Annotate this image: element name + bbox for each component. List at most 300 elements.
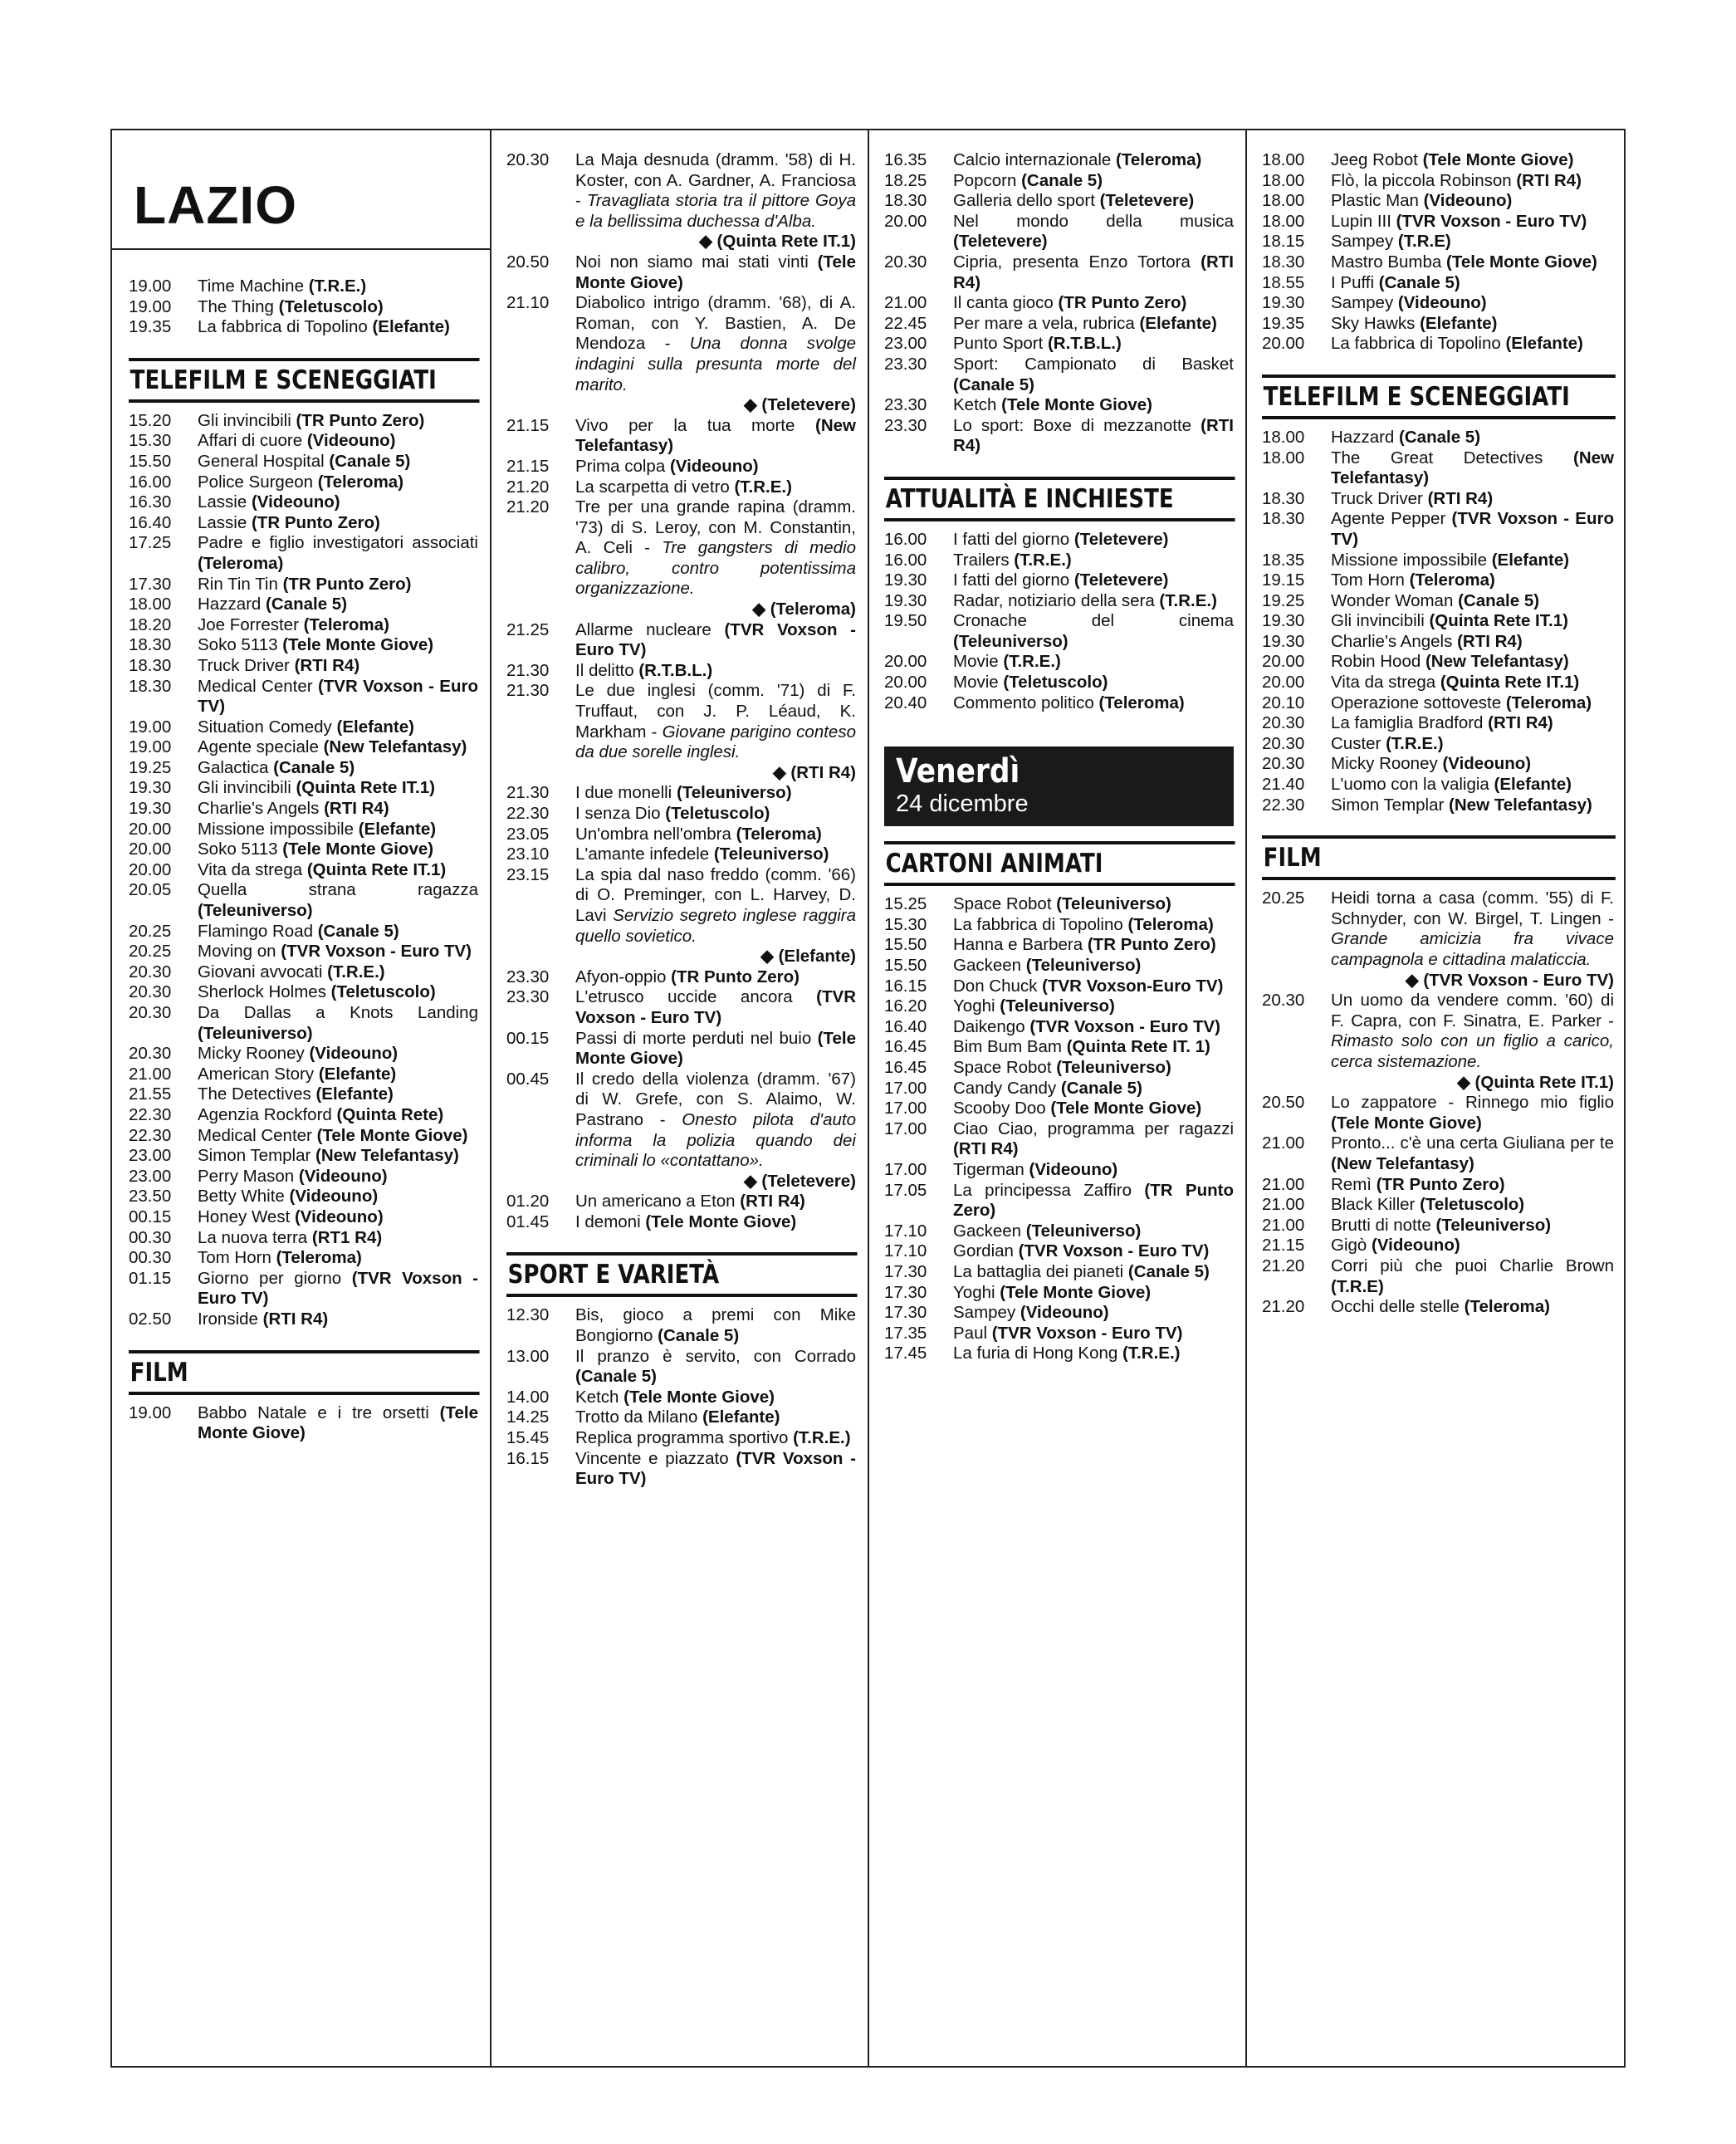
- entry-description: [198, 635, 478, 656]
- program-title: Replica programma sportivo: [575, 1428, 789, 1448]
- entry-description: [953, 977, 1234, 997]
- program-title: Black Killer: [1331, 1195, 1416, 1215]
- program-title: Charlie's Angels: [1331, 631, 1453, 651]
- entry-description: [575, 252, 856, 293]
- entry-description: [575, 844, 856, 865]
- channel-name: (Teleroma): [276, 1248, 362, 1268]
- channel-name: ◆ (Quinta Rete IT.1): [1457, 1072, 1614, 1092]
- listing-entry: [884, 1160, 1234, 1181]
- listing-section: [1262, 150, 1614, 355]
- entry-description: [953, 252, 1234, 293]
- channel-name: (Teletuscolo): [330, 982, 436, 1002]
- listing-entry: [506, 661, 856, 682]
- listing-entry: [884, 1262, 1234, 1283]
- entry-time: 21.00: [884, 293, 927, 313]
- channel-name: (T.R.E.): [327, 962, 385, 981]
- entry-time: 21.00: [1262, 1174, 1305, 1194]
- program-title: Ciao Ciao, programma per ragazzi: [953, 1119, 1234, 1138]
- listing-entry: [506, 865, 856, 947]
- entry-time: 19.15: [1262, 570, 1305, 590]
- channel-name: (Teletuscolo): [1003, 673, 1108, 693]
- entry-time: 19.30: [884, 590, 927, 610]
- listing-entry: [506, 416, 856, 457]
- listing-entry: [129, 1248, 478, 1269]
- entry-description: [953, 191, 1234, 212]
- listing-entry: [129, 317, 478, 338]
- entry-time: 15.30: [129, 431, 172, 451]
- program-title: Passi di morte perduti nel buio: [575, 1028, 812, 1048]
- listing-entry: [884, 334, 1234, 355]
- entry-description: [1331, 754, 1614, 775]
- program-title: Gackeen: [953, 1221, 1022, 1241]
- program-title: L'uomo con la valigia: [1331, 775, 1489, 795]
- listing-entry: [506, 252, 856, 293]
- entry-description: [198, 431, 478, 452]
- channel-name: (T.R.E.): [1014, 550, 1072, 570]
- entry-description: [198, 737, 478, 758]
- channel-name: (Elefante): [372, 317, 450, 337]
- entry-time: 17.25: [129, 533, 172, 553]
- entry-description: [198, 820, 478, 840]
- program-title: Vita da strega: [198, 859, 303, 879]
- entry-description: [953, 673, 1234, 693]
- program-title: Candy Candy: [953, 1078, 1057, 1098]
- listing-entry: [129, 635, 478, 656]
- program-title: The Great Detectives: [1331, 448, 1543, 467]
- program-title: Per mare a vela, rubrica: [953, 313, 1135, 333]
- program-title: Yoghi: [953, 996, 995, 1016]
- program-title: I due monelli: [575, 783, 672, 803]
- entry-description: [1331, 713, 1614, 734]
- channel-name: (TR Punto Zero): [296, 410, 425, 430]
- program-title: Radar, notiziario della sera: [953, 590, 1155, 610]
- program-title: Yoghi: [953, 1282, 995, 1302]
- program-title: Il pranzo è servito, con Corrado: [575, 1346, 856, 1366]
- channel-name: (Canale 5): [1458, 590, 1540, 610]
- channel-name: (TVR Voxson - Euro TV): [575, 1448, 856, 1489]
- entry-description: [953, 570, 1234, 591]
- program-title: Betty White: [198, 1187, 285, 1207]
- listing-entry: [1262, 150, 1614, 171]
- program-title: Da Dallas a Knots Landing: [198, 1003, 478, 1022]
- channel-name: (Teletuscolo): [1420, 1195, 1525, 1215]
- program-title: Sampey: [1331, 293, 1394, 313]
- listing-entry: [506, 477, 856, 498]
- entry-time: 15.30: [884, 914, 927, 934]
- program-title: Truck Driver: [198, 655, 290, 675]
- program-title: Occhi delle stelle: [1331, 1297, 1460, 1317]
- entry-description: [953, 1017, 1234, 1038]
- program-title: Truck Driver: [1331, 488, 1423, 508]
- entry-description: [1331, 693, 1614, 714]
- listing-section: [129, 358, 478, 1330]
- program-title: Ketch: [575, 1387, 619, 1407]
- program-title: Tom Horn: [198, 1248, 271, 1268]
- entry-time: 21.30: [506, 681, 550, 701]
- entry-description: [575, 1428, 856, 1449]
- listing-entry: [884, 1303, 1234, 1324]
- listing-entry: [506, 150, 856, 232]
- section-title: ATTUALITÀ E INCHIESTE: [884, 477, 1235, 521]
- entry-description: [953, 551, 1234, 571]
- channel-name: (Teleuniverso): [953, 631, 1068, 651]
- listing-entry: [884, 570, 1234, 591]
- program-title: Un americano a Eton: [575, 1192, 736, 1212]
- entry-description: [953, 334, 1234, 355]
- listing-entry: [1262, 1093, 1614, 1133]
- program-title: La spia dal naso freddo (comm. '66) di O. Preminger, con L. Harvey, D. Lavi: [575, 864, 856, 925]
- entry-description: [575, 150, 856, 232]
- entry-time: 22.30: [129, 1104, 172, 1124]
- program-title: Il canta gioco: [953, 293, 1054, 313]
- entry-time: 17.30: [884, 1261, 927, 1281]
- channel-name: (Canale 5): [658, 1326, 740, 1346]
- listing-entry: [884, 530, 1234, 551]
- entry-time: 01.45: [506, 1212, 550, 1231]
- entry-description: [198, 411, 478, 432]
- program-title: Lo zappatore - Rinnego mio figlio: [1331, 1093, 1614, 1113]
- channel-name: (Videouno): [1442, 754, 1532, 774]
- channel-name: (Tele Monte Giove): [1446, 252, 1597, 272]
- entry-description: [575, 1388, 856, 1408]
- channel-name: (Teleuniverso): [1025, 956, 1142, 976]
- program-title: Micky Rooney: [198, 1044, 305, 1064]
- entry-description: [1331, 293, 1614, 314]
- program-title: Calcio internazionale: [953, 150, 1112, 169]
- entry-time: 19.30: [129, 799, 172, 819]
- listing-entry: [1262, 551, 1614, 571]
- entry-time: 15.20: [129, 410, 172, 430]
- listings-page: [110, 129, 1626, 2068]
- entry-description: [953, 293, 1234, 314]
- listing-entry: [506, 620, 856, 661]
- channel-name: (Elefante): [318, 1064, 397, 1084]
- entry-time: 18.00: [1262, 427, 1305, 447]
- channel-name: (Tele Monte Giove): [198, 1402, 478, 1443]
- channel-name: ◆ (TVR Voxson - Euro TV): [1405, 970, 1614, 990]
- listing-entry: [1262, 314, 1614, 335]
- entry-description: [575, 293, 856, 395]
- listing-entry: [129, 1003, 478, 1044]
- section-title: TELEFILM E SCENEGGIATI: [1262, 374, 1615, 419]
- listing-entry: [129, 1403, 478, 1444]
- program-title: Daikengo: [953, 1016, 1025, 1036]
- column-2: [490, 130, 868, 2066]
- channel-name: (Videouno): [1423, 191, 1513, 211]
- channel-name: (Tele Monte Giove): [575, 252, 856, 292]
- channel-name: (TR Punto Zero): [1058, 293, 1187, 313]
- entry-description: [953, 915, 1234, 936]
- entry-description: [1331, 888, 1614, 970]
- entry-description: [575, 1029, 856, 1070]
- listing-entry: [129, 962, 478, 983]
- entry-time: 19.30: [884, 570, 927, 590]
- channel-name: (Tele Monte Giove): [1001, 395, 1152, 415]
- channel-name: (Teleuniverso): [676, 783, 792, 803]
- channel-name: (Teleroma): [1464, 1297, 1550, 1317]
- program-title: La furia di Hong Kong: [953, 1344, 1118, 1363]
- channel-name: (TR Punto Zero): [251, 512, 380, 532]
- channel-name: (Teleroma): [1409, 570, 1495, 590]
- channel-name: (New Telefantasy): [1331, 448, 1614, 488]
- listing-section: [506, 1252, 856, 1489]
- channel-name: (Videouno): [309, 1044, 399, 1064]
- entry-time: 16.15: [506, 1448, 550, 1468]
- channel-name: (TVR Voxson - Euro TV): [198, 676, 478, 717]
- channel-name: (Videouno): [289, 1187, 379, 1207]
- channel-name: (RTI R4): [324, 799, 389, 819]
- section-gap: [129, 338, 478, 343]
- listing-entry: [884, 1324, 1234, 1344]
- entry-time: 21.20: [1262, 1256, 1305, 1275]
- program-title: Hazzard: [198, 595, 262, 614]
- channel-name: (RT1 R4): [311, 1227, 383, 1247]
- channel-name: (Quinta Rete IT.1): [1429, 611, 1568, 631]
- day-date: 24 dicembre: [896, 791, 1029, 818]
- entry-time: 15.50: [884, 935, 927, 955]
- program-title: Il credo della violenza (dramm. '67) di W. Grefe, con S. Alaimo, W. Pastrano -: [575, 1069, 856, 1129]
- program-title: Gigò: [1331, 1236, 1367, 1256]
- entry-description: [1331, 448, 1614, 489]
- listing-entry: [506, 1029, 856, 1070]
- listing-entry: [129, 677, 478, 717]
- program-title: Scooby Doo: [953, 1099, 1046, 1119]
- entry-description: [1331, 428, 1614, 448]
- entry-time: 20.25: [1262, 888, 1305, 908]
- program-title: Tigerman: [953, 1159, 1024, 1179]
- listing-entry: [506, 1212, 856, 1233]
- program-title: Mastro Bumba: [1331, 252, 1442, 272]
- section-gap: [884, 457, 1234, 462]
- entry-time: 15.50: [884, 956, 927, 976]
- channel-name: (Teleuniverso): [198, 1023, 313, 1043]
- program-title: Charlie's Angels: [198, 799, 320, 819]
- section-gap: [129, 1330, 478, 1335]
- listing-section: [129, 277, 478, 338]
- entry-time: 17.30: [884, 1303, 927, 1323]
- program-title: Galleria dello sport: [953, 191, 1095, 211]
- channel-name: (Teletuscolo): [278, 296, 384, 316]
- listing-entry: [129, 880, 478, 921]
- program-title: La famiglia Bradford: [1331, 713, 1484, 733]
- program-synopsis: Onesto pilota d'auto informa la polizia quando dei criminali lo «contattano».: [575, 1109, 856, 1171]
- entry-description: [198, 758, 478, 779]
- program-title: Gli invincibili: [198, 778, 291, 798]
- channel-name: (Quinta Rete): [336, 1104, 444, 1124]
- listing-entry: [506, 497, 856, 600]
- entry-time: 16.40: [129, 512, 172, 532]
- channel-name: (Teleroma): [1127, 914, 1214, 934]
- program-title: Moving on: [198, 942, 276, 962]
- entry-description: [575, 1449, 856, 1490]
- program-title: Perry Mason: [198, 1166, 295, 1186]
- program-title: Situation Comedy: [198, 717, 332, 737]
- program-title: Sherlock Holmes: [198, 982, 326, 1002]
- entry-time: 01.15: [129, 1268, 172, 1288]
- channel-name: (RTI R4): [953, 252, 1234, 292]
- entry-time: 21.00: [1262, 1215, 1305, 1235]
- entry-time: 19.35: [129, 317, 172, 337]
- entry-time: 23.30: [884, 415, 927, 435]
- entry-time: 23.30: [884, 354, 927, 374]
- entry-time: 23.10: [506, 844, 550, 864]
- listing-entry: [884, 1344, 1234, 1364]
- channel-name: (Elefante): [1420, 313, 1498, 333]
- entry-time: 21.15: [506, 415, 550, 435]
- entry-time: 21.20: [506, 477, 550, 497]
- entry-description: [953, 1241, 1234, 1262]
- entry-time: 18.20: [129, 614, 172, 634]
- listing-entry: [884, 611, 1234, 652]
- listing-entry: [884, 1283, 1234, 1304]
- channel-name: (T.R.E): [1331, 1276, 1384, 1296]
- program-title: Rin Tin Tin: [198, 574, 278, 594]
- entry-time: 19.30: [1262, 631, 1305, 651]
- channel-name: (RTI R4): [953, 415, 1234, 456]
- channel-name: (Videouno): [1372, 1236, 1460, 1256]
- listing-entry: [129, 492, 478, 513]
- entry-description: [953, 1079, 1234, 1099]
- entry-description: [953, 1221, 1234, 1242]
- entry-description: [1331, 734, 1614, 755]
- listing-entry: [129, 533, 478, 574]
- listing-entry: [129, 656, 478, 677]
- channel-name: (Tele Monte Giove): [623, 1387, 775, 1407]
- entry-time: 21.30: [506, 783, 550, 803]
- region-divider: [112, 248, 490, 262]
- listing-entry: [884, 1037, 1234, 1058]
- entry-description: [575, 661, 856, 682]
- entry-description: [1331, 632, 1614, 653]
- channel-name: (Videouno): [1020, 1303, 1109, 1323]
- entry-time: 00.15: [129, 1207, 172, 1226]
- section-gap: [129, 1444, 478, 1449]
- channel-name: (TR Punto Zero): [282, 574, 412, 594]
- entry-description: [953, 1324, 1234, 1344]
- channel-name: (Canale 5): [953, 374, 1034, 394]
- entry-description: [1331, 1256, 1614, 1297]
- program-title: Affari di cuore: [198, 431, 303, 451]
- entry-description: [953, 611, 1234, 652]
- channel-name: (Teleroma): [303, 614, 389, 634]
- program-title: Space Robot: [953, 894, 1052, 914]
- channel-name: (New Telefantasy): [1425, 652, 1569, 672]
- program-title: Cipria, presenta Enzo Tortora: [953, 252, 1191, 272]
- entry-description: [575, 497, 856, 600]
- entry-time: 23.30: [506, 967, 550, 986]
- program-title: Police Surgeon: [198, 472, 314, 492]
- entry-time: 21.00: [1262, 1195, 1305, 1215]
- section-title: CARTONI ANIMATI: [884, 841, 1235, 886]
- program-title: Agente speciale: [198, 737, 319, 757]
- entry-description: [953, 314, 1234, 335]
- entry-description: [575, 1407, 856, 1428]
- entry-description: [953, 355, 1234, 395]
- program-title: Paul: [953, 1323, 988, 1343]
- program-title: Medical Center: [198, 676, 313, 696]
- entry-description: [1331, 489, 1614, 510]
- listing-entry: [506, 783, 856, 804]
- program-title: La battaglia dei pianeti: [953, 1261, 1124, 1281]
- program-title: L'etrusco uccide ancora: [575, 987, 793, 1007]
- entry-time: 23.30: [884, 395, 927, 415]
- listing-entry: [129, 1167, 478, 1187]
- program-title: Remì: [1331, 1174, 1372, 1194]
- entry-time: 01.20: [506, 1192, 550, 1212]
- listing-entry: [129, 778, 478, 799]
- entry-time: 20.50: [1262, 1093, 1305, 1113]
- channel-name: (TVR Voxson - Euro TV): [1018, 1241, 1210, 1261]
- listing-entry: [129, 431, 478, 452]
- channel-name: (Teleuniverso): [198, 901, 313, 921]
- channel-name: (TVR Voxson - Euro TV): [1396, 211, 1587, 231]
- program-title: Sport: Campionato di Basket: [953, 354, 1234, 374]
- entry-description: [198, 1126, 478, 1147]
- program-title: Time Machine: [198, 277, 304, 296]
- listing-entry: [506, 681, 856, 762]
- channel-name: (Teleuniverso): [1056, 894, 1171, 914]
- entry-time: 16.00: [884, 529, 927, 549]
- program-title: Flamingo Road: [198, 921, 314, 941]
- entry-time: 20.30: [129, 982, 172, 1002]
- entry-description: [1331, 570, 1614, 591]
- listing-entry: [1262, 232, 1614, 252]
- channel-name: (Videouno): [294, 1207, 384, 1226]
- entry-time: 22.30: [506, 804, 550, 823]
- channel-name: (TVR Voxson - Euro TV): [575, 619, 856, 660]
- entry-time: 19.00: [129, 296, 172, 316]
- listing-entry: [129, 1187, 478, 1207]
- entry-description: [953, 693, 1234, 714]
- entry-time: 20.30: [129, 1044, 172, 1064]
- channel-name: (RTI R4): [262, 1309, 329, 1329]
- program-synopsis: Giovane parigino conteso da due sorelle inglesi.: [575, 722, 856, 762]
- listing-entry: [884, 252, 1234, 293]
- entry-time: 18.55: [1262, 272, 1305, 292]
- entry-time: 23.30: [506, 987, 550, 1007]
- channel-name: (Teleroma): [1505, 693, 1592, 712]
- channel-name: (Canale 5): [329, 451, 411, 471]
- program-title: Popcorn: [953, 170, 1017, 190]
- channel-name: (Videouno): [298, 1166, 388, 1186]
- entry-description: [198, 1269, 478, 1309]
- channel-name: (RTI R4): [1427, 488, 1494, 508]
- entry-time: 20.00: [884, 673, 927, 693]
- channel-name: (Teletevere): [1073, 529, 1169, 549]
- channel-name: (TVR Voxson - Euro TV): [281, 942, 472, 962]
- listing-entry: [884, 1181, 1234, 1221]
- listing-entry: [1262, 293, 1614, 314]
- channel-name: (New Telefantasy): [1449, 795, 1592, 815]
- entry-description: [198, 317, 478, 338]
- program-title: Movie: [953, 673, 999, 693]
- channel-name: (Tele Monte Giove): [316, 1125, 468, 1145]
- listing-entry: [1262, 1216, 1614, 1236]
- program-title: Gli invincibili: [198, 410, 291, 430]
- entry-time: 22.30: [129, 1125, 172, 1145]
- program-title: Trailers: [953, 550, 1010, 570]
- program-title: I fatti del giorno: [953, 570, 1070, 590]
- channel-name: (Canale 5): [1060, 1078, 1142, 1098]
- listing-entry: [884, 915, 1234, 936]
- program-title: Nel mondo della musica: [953, 211, 1234, 231]
- listing-entry: [129, 839, 478, 860]
- channel-name: (TR Punto Zero): [953, 1180, 1234, 1221]
- entry-time: 18.30: [129, 635, 172, 655]
- entry-time: 20.30: [1262, 713, 1305, 733]
- listing-entry: [884, 673, 1234, 693]
- program-title: La Maja desnuda (dramm. '58) di H. Koster, con A. Gardner, A. Franciosa -: [575, 150, 856, 211]
